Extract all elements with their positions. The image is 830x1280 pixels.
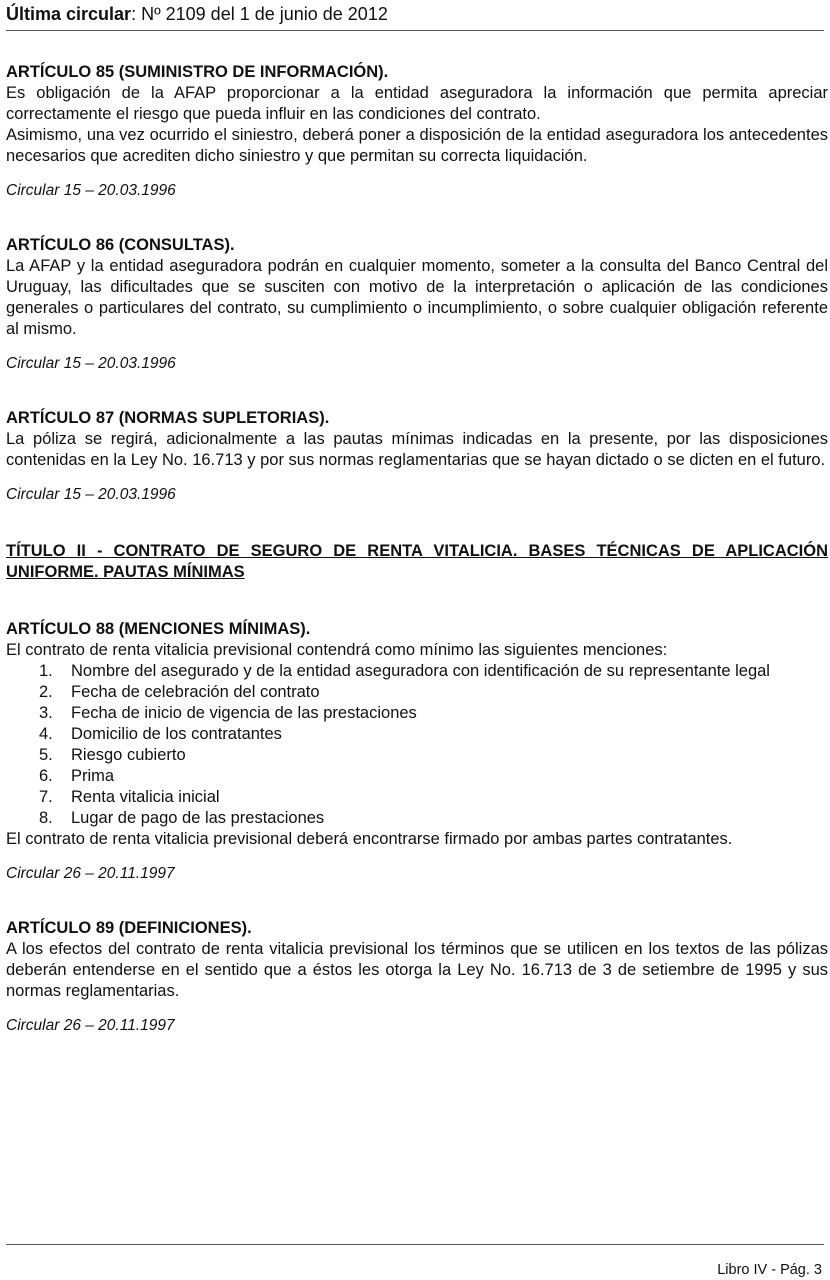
list-text: Riesgo cubierto [71, 746, 186, 764]
circular-reference: Circular 15 – 20.03.1996 [6, 486, 176, 503]
list-text: Lugar de pago de las prestaciones [71, 809, 325, 827]
article-outro: El contrato de renta vitalicia previsional deberá encontrarse firmado por ambas partes contratantes. [6, 830, 733, 848]
page-number: Libro IV - Pág. 3 [717, 1262, 822, 1278]
article-intro: El contrato de renta vitalicia previsional contendrá como mínimo las siguientes menciones: [6, 641, 668, 659]
article-88 [6, 619, 828, 884]
article-paragraph: Es obligación de la AFAP proporcionar a la entidad aseguradora la información que permita apreciar correctamente el riesgo que pueda influir en las condiciones del contrato. [6, 84, 828, 123]
list-text: Renta vitalicia inicial [71, 788, 220, 806]
section-title: TÍTULO II - CONTRATO DE SEGURO DE RENTA VITALICIA. BASES TÉCNICAS DE APLICACIÓN UNIFORME. PAUTAS MÍNIMAS [6, 542, 828, 581]
header-lead: Última circular [6, 4, 132, 24]
article-paragraph: A los efectos del contrato de renta vitalicia previsional los términos que se utilicen en los textos de las pólizas deberán entenderse en el sentido que a éstos les otorga la Ley No. 16.713 de 3 de setiembre de 1995 y sus normas reglamentarias. [6, 940, 828, 1000]
article-title: ARTÍCULO 86 (CONSULTAS). [6, 236, 235, 254]
list-item [6, 682, 828, 703]
list-text: Fecha de inicio de vigencia de las prestaciones [71, 704, 417, 722]
article-paragraph: La AFAP y la entidad aseguradora podrán en cualquier momento, someter a la consulta del Banco Central del Uruguay, las dificultades que se susciten con motivo de la interpretación o aplicación de las condiciones generales o particulares del contrato, su cumplimiento o incumplimiento, o sobre cualquier obligación referente al mismo. [6, 257, 828, 338]
list-number: 2. [39, 683, 53, 701]
footer-divider [6, 1244, 824, 1245]
article-87 [6, 408, 828, 505]
mentions-list [6, 661, 828, 829]
list-item [6, 766, 828, 787]
list-text: Fecha de celebración del contrato [71, 683, 320, 701]
list-text: Domicilio de los contratantes [71, 725, 282, 743]
article-title: ARTÍCULO 85 (SUMINISTRO DE INFORMACIÓN). [6, 63, 389, 81]
article-title: ARTÍCULO 88 (MENCIONES MÍNIMAS). [6, 620, 311, 638]
list-number: 1. [39, 662, 53, 680]
article-paragraph: La póliza se regirá, adicionalmente a las pautas mínimas indicadas en la presente, por las disposiciones contenidas en la Ley No. 16.713 y por sus normas reglamentarias que se hayan dictado o se dicten en el futuro. [6, 430, 828, 469]
circular-reference: Circular 15 – 20.03.1996 [6, 355, 176, 372]
list-item [6, 808, 828, 829]
article-86 [6, 235, 828, 374]
circular-reference: Circular 26 – 20.11.1997 [6, 1017, 175, 1034]
article-89 [6, 918, 828, 1036]
article-85 [6, 62, 828, 201]
list-text: Nombre del asegurado y de la entidad aseguradora con identificación de su representante legal [71, 662, 770, 680]
list-item [6, 745, 828, 766]
list-number: 6. [39, 767, 53, 785]
list-item [6, 724, 828, 745]
circular-reference: Circular 26 – 20.11.1997 [6, 865, 175, 882]
list-text: Prima [71, 767, 115, 785]
document-body [6, 62, 828, 1036]
list-item [6, 661, 828, 682]
list-item [6, 703, 828, 724]
circular-reference: Circular 15 – 20.03.1996 [6, 182, 176, 199]
list-number: 3. [39, 704, 53, 722]
header-rest: : Nº 2109 del 1 de junio de 2012 [131, 4, 388, 24]
article-paragraph: Asimismo, una vez ocurrido el siniestro, deberá poner a disposición de la entidad aseguradora los antecedentes necesarios que acrediten dicho siniestro y que permitan su correcta liquidación. [6, 126, 828, 165]
running-header [6, 4, 824, 31]
list-item [6, 787, 828, 808]
article-title: ARTÍCULO 87 (NORMAS SUPLETORIAS). [6, 409, 330, 427]
list-number: 4. [39, 725, 53, 743]
list-number: 5. [39, 746, 53, 764]
list-number: 7. [39, 788, 53, 806]
article-title: ARTÍCULO 89 (DEFINICIONES). [6, 919, 252, 937]
list-number: 8. [39, 809, 53, 827]
